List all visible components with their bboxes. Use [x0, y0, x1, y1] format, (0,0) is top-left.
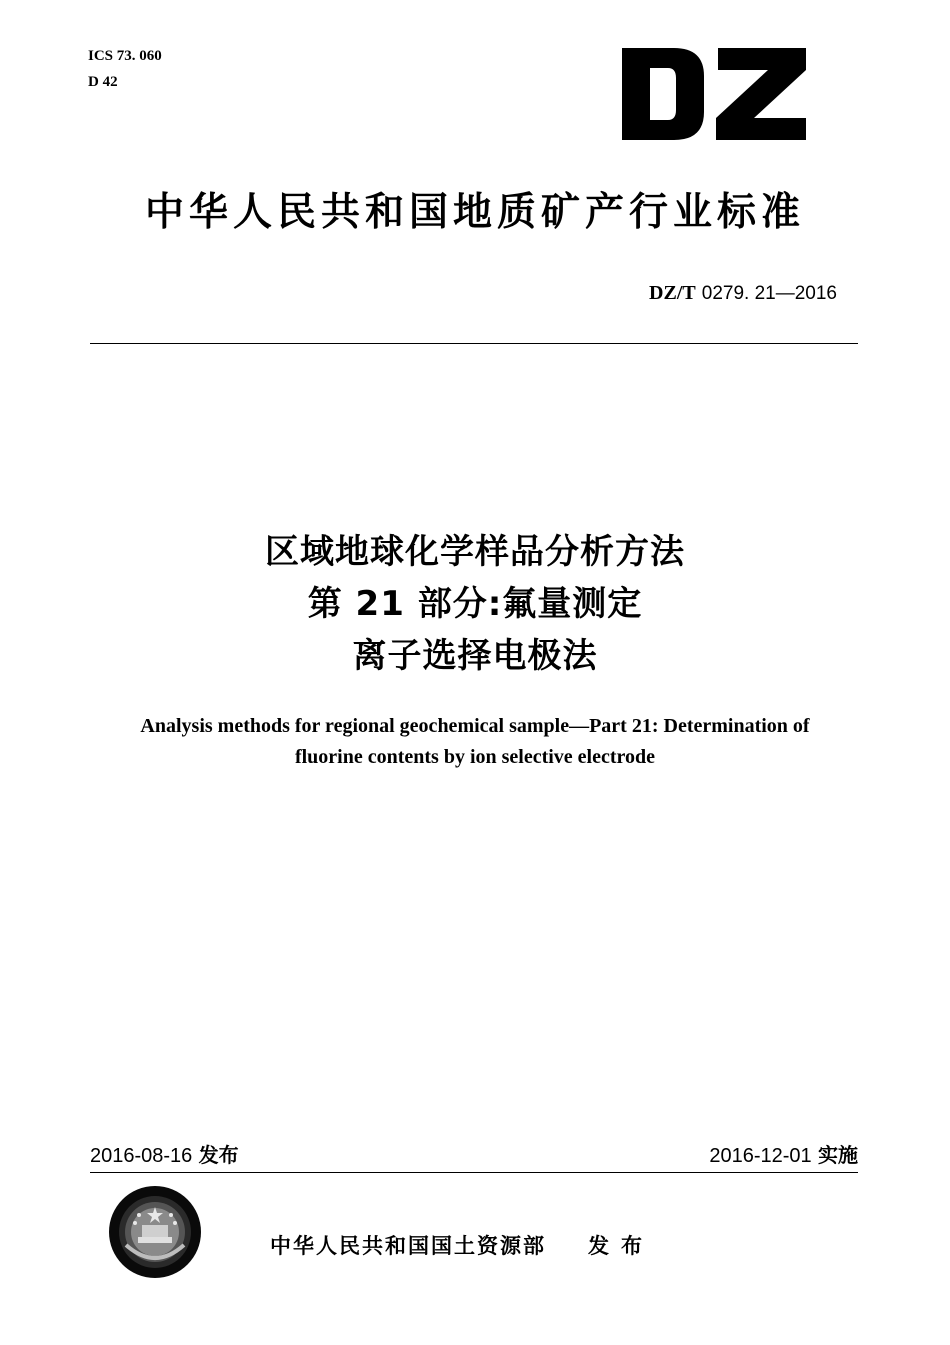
dz-logo: [620, 46, 808, 142]
industry-standard-title: 中华人民共和国地质矿产行业标准: [144, 190, 805, 235]
ics-code: ICS 73. 060: [88, 48, 162, 64]
issue-date: 2016-08-16: [90, 1145, 193, 1167]
class-code: D 42: [88, 74, 118, 90]
implement-label: 实施: [818, 1143, 858, 1167]
chinese-title: [0, 526, 950, 682]
chinese-title-line-2: 第 21 部分:氟量测定: [307, 584, 643, 624]
issue-date-block: [90, 1140, 239, 1171]
standard-serial: 0279. 21—2016: [701, 283, 837, 304]
publisher-name: 中华人民共和国国土资源部: [270, 1234, 546, 1258]
top-divider: [90, 343, 858, 344]
publisher-issue-word: 发布: [588, 1234, 654, 1258]
chinese-title-line-1: 区域地球化学样品分析方法: [265, 532, 685, 572]
publisher-line: [270, 1230, 654, 1262]
classification-codes: [88, 45, 162, 97]
issue-label: 发布: [198, 1143, 239, 1167]
implement-date: 2016-12-01: [709, 1145, 812, 1167]
national-emblem-icon: [108, 1185, 202, 1279]
standard-code: DZ/T: [649, 282, 696, 304]
standard-number: [649, 280, 837, 307]
english-title-line-1: Analysis methods for regional geochemical sample—Part 21: Determination of: [140, 715, 810, 737]
bottom-divider: [90, 1172, 858, 1173]
dates-row: [90, 1140, 858, 1170]
english-title: [60, 711, 890, 773]
implement-date-block: [709, 1140, 858, 1171]
chinese-title-line-3: 离子选择电极法: [352, 636, 598, 676]
english-title-line-2: fluorine contents by ion selective electrode: [294, 746, 656, 768]
